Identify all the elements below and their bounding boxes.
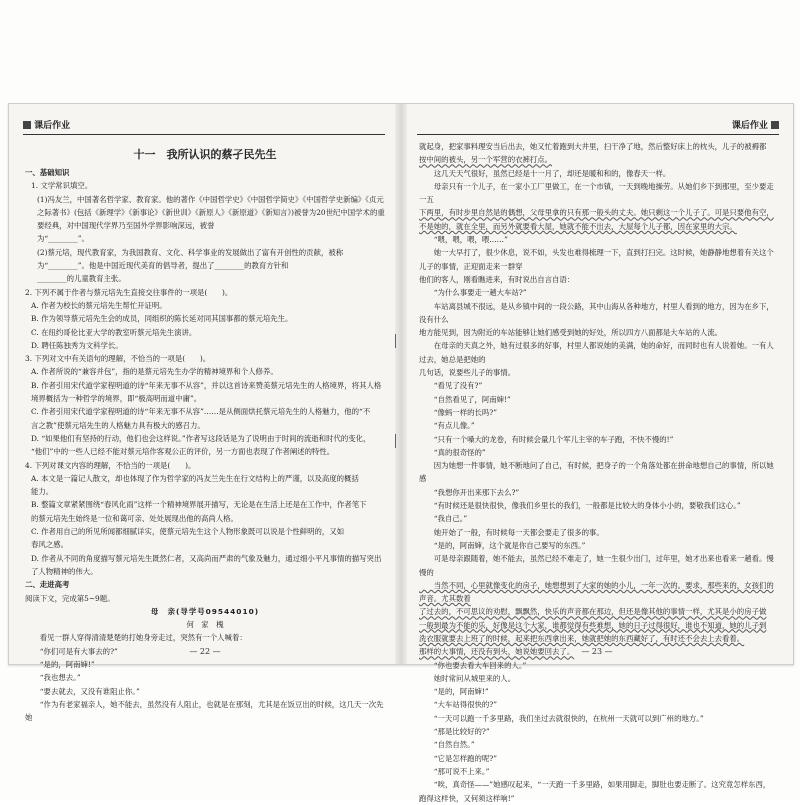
text-line: “我自己。” [419, 514, 468, 524]
open-book [8, 103, 794, 803]
left-page [9, 104, 401, 723]
text-line: “是的，阿南婶!” [419, 687, 489, 697]
text-line: 车站离县城不很远，是从乡镇中间的一段公路，其中山海从各种地方，村里人看到的地方，因为在乡下，没有什么 [419, 301, 774, 324]
header-block-icon [23, 121, 31, 129]
header-block-icon [771, 121, 779, 129]
text-line: A. 本文是一篇记人散文，却也体现了作为哲学家的冯友兰先生在行文结构上的严谨，以及高度的概括 [31, 473, 359, 483]
text-line: 了人物精神的伟大。 [31, 566, 98, 576]
text-line: 1. 文学常识填空。 [31, 181, 93, 191]
text-line: B. 作为领导蔡元培先生会的成员，同组织的陈长延对同其国事都的蔡元培先生。 [31, 314, 293, 324]
text-line: 2. 下列不属于作者与蔡元培先生直接交往事件的一项是( )。 [25, 287, 233, 297]
text-line: 一般到最为不能的乐，好像是这个大家，谁都觉得有些难想，她的日子过得很好，谁也不知道，她的儿子到 [419, 620, 767, 630]
text-line: 阅读下文，完成第5~9题。 [25, 593, 115, 603]
text-line: “像蚂一样的长吗?” [419, 407, 498, 417]
text-line: B. 整篇文章紧紧围绕“春风化雨”这样一个精神境界展开描写，无论是在生活上还是在工作中，作者笔下 [31, 500, 367, 510]
text-line: 能力。 [31, 487, 54, 497]
text-line: 地方能见到，因为附近的车站能够让她们感受到她的好处，所以四方八面都是大车站的人流。 [419, 328, 723, 338]
left-page-number: — 22 — [189, 647, 221, 656]
text-line: C. 作者引用宋代道学家程明道的诗“年来无事不从容”……是从侧面烘托蔡元培先生的人格魅力，他的“不 [31, 407, 371, 417]
right-header-rule [417, 134, 779, 135]
text-line: “他们”中的一些人已经不能对蔡元培作客观公正的评价，另一方面也表现了作者阐述的特性。 [31, 447, 335, 457]
text-line: “自然自然。” [419, 740, 475, 750]
text-line: “那是比较好的?” [419, 727, 490, 737]
text-line: “我也想去。” [25, 673, 81, 683]
text-line: 这几天天气很好，虽然已经是十一月了，却还是暖和和的，像春天一样。 [419, 168, 671, 178]
text-line: C. 在纽约哥伦比亚大学的教室听蔡元培先生演讲。 [31, 327, 197, 337]
text-line: 跑得这样快，又何须这样响!” [419, 793, 515, 803]
text-line: 二、走进高考 [25, 580, 70, 590]
text-line: 就起身，把家事料理安当后出去，她又忙着跑到大井里，扫干净了地，然后整好床上的枕头，儿子的被褥都 [419, 142, 767, 151]
text-line: 何 家 槐 [186, 620, 224, 630]
text-line: 为“________”。他是中国近现代美育的倡导者，提出了________的教育方针和 [37, 261, 289, 271]
text-line: D. “如果他们有坚持的行动，他们也会这样说。”作者写这段话是为了说明由于时间的流逝和时代的变化， [31, 433, 371, 443]
text-line: “唉，真奇怪——”她感叹起来，“一天跑一千多里路，如果用脚走，脚肚也要走断了。这究竟怎样东西， [419, 780, 771, 790]
text-line: 他们的客人，刚看瞧进来，有时说出自言自语： [419, 274, 575, 284]
text-line: 当然不同，心里就像变化的房子，她想想到了大家的她的小儿，一年一次的。要求，那些来的，女孩们的声音。尤其数着 [419, 580, 774, 604]
text-line: 可是母亲跟随着，她不能去，虽然已经不难走了，她一生很少出门，过年里，她才出来也看来一趟看。慢慢的 [419, 554, 774, 577]
right-page [401, 104, 793, 803]
text-line: 境界概括为一种哲学的境界，即“极高明而道中庸”。 [31, 394, 202, 404]
text-line: (1)冯友兰，中国著名哲学家、教育家。他的著作《中国哲学史》《中国哲学简史》《中国哲学史新编》《贞元 [37, 194, 384, 204]
text-line: “大车站得很快的?” [419, 700, 498, 710]
text-line: 3. 下列对文中有关语句的理解，不恰当的一项是( )。 [25, 354, 211, 364]
text-line: “要去就去，又没有谁阻止你。” [25, 686, 140, 696]
text-line: “那可说不上来。” [419, 766, 490, 776]
right-page-content [419, 140, 779, 805]
left-header-text: 课后作业 [34, 121, 71, 131]
text-line: “为什么事要走一趟大车站?” [419, 288, 527, 298]
right-page-number: — 23 — [581, 647, 613, 656]
text-line: “你也要去看大车回来的人。” [419, 660, 527, 670]
text-line: 洗衣服就要去上班了的时候，起来把东西拿出来，她就把她的东西藏好了，有时还不会去上去看着。 [419, 633, 745, 643]
text-line: “你们可是有大事去的?” [25, 646, 118, 656]
text-line: “喂，喂，喂，喂……” [419, 235, 508, 245]
right-header-text: 课后作业 [731, 121, 768, 131]
text-line: “是的，阿南婶!” [25, 659, 95, 669]
text-line: “自然看见了，阿南婶!” [419, 394, 511, 404]
text-line: 不是她的，就在全里，而另外就要看大屋，她就不能不出去，大屋每个儿子都，因在家里的大宗。 [419, 221, 737, 231]
text-line: “我想你开出来那下去么?” [419, 487, 520, 497]
text-line: (2)蔡元培，现代教育家，为我国教育、文化、科学事业的发展做出了富有开创性的贡献，被称 [37, 247, 344, 257]
text-line: 按中间的被头，另一个军营的衣裤打点。 [419, 155, 553, 165]
right-page-header [732, 118, 779, 130]
text-line: ________的儿童教育主张。 [37, 274, 126, 284]
text-line: D. 作者从不同的角度描写蔡元培先生既然仁者，又高尚而严肃的气象及魅力，通过细小平凡事情的描写突出 [31, 553, 382, 563]
text-line: “作为有老家福亲人，她不能去，虽然没有人阻止，也就是在那刻，尤其是在饭豆出的时候，这几天一次先她 [25, 699, 384, 723]
left-page-header [23, 118, 70, 130]
text-line: B. 作者引用宋代道学家程明道的诗“年来无事不从容”，并以这首诗来赞美蔡元培先生的人格境界，将其人格 [31, 380, 382, 390]
text-line: “它是怎样跑的呢?” [419, 753, 498, 763]
text-line: A. 作者所说的“兼容并包”，指的是蔡元培先生办学的精神境界和个人修养。 [31, 367, 278, 377]
text-line: A. 作者为校长的蔡元培先生帮忙开证明。 [31, 300, 167, 310]
text-line: 为“________”。 [37, 234, 89, 244]
text-line: C. 作者用自己的所见所闻都细腻详实，使蔡元培先生这个人物形象既可以说是个性鲜明的，又如 [31, 527, 345, 537]
text-line: 了过去的，不可思议的劝慰，飘飘然，快乐的声音都在那边，但还是像其他的事情一样，尤其是小的房子做 [419, 607, 767, 617]
lesson-title: 十一 我所认识的蔡孑民先生 [133, 148, 277, 161]
text-line: “真的很奇怪的” [419, 447, 486, 457]
text-line: 春风之感。 [31, 540, 68, 550]
text-line: 之际著书》(包括《新理学》《新事论》《新世训》《新原人》《新原道》《新知言》)被誉为20世纪中国学术的重要经典，对中国现代学界乃至国外学界影响深远，被誉 [37, 207, 385, 231]
text-line: 她开始了一般，有时候每一天都会要走了很多的事。 [419, 527, 604, 537]
text-line: 她一大早打了，很少休息，说不如，头发也难得梳理一下，直到打扫完。这时候，她静静地想着有关这个儿子的事情，正迎面走来一群穿 [419, 248, 774, 271]
text-line: 几句话，说要些儿子的事情。 [419, 368, 516, 378]
text-line: D. 聘任陈独秀为文科学长。 [31, 340, 123, 350]
text-line: 的蔡元培先生始终是一位和蔼可亲、处处展现出他的高尚人格。 [31, 513, 238, 523]
text-line: “有时候还是很快很快，像我们乡里长的我们，一般都是比较大的身体小小的，要敬我们这心。” [419, 501, 741, 511]
left-page-content [25, 142, 385, 724]
text-line: 在母亲的天真之外，她有过很多的好事，村里人都说她的美满，她的命好，而同时也有人说着她。一有人过去，她总是把她的 [419, 341, 774, 364]
left-header-rule [23, 134, 385, 135]
text-line: 看见一群人穿得清清楚楚的打她身旁走过，突然有一个人喊着： [25, 633, 247, 643]
text-line: 一、基础知识 [25, 168, 70, 177]
text-line: 母亲只有一个儿子，在一家小工厂里做工，在一个市镇，一天到晚地操劳。从她们乡下到那里，至少要走一五 [419, 181, 774, 205]
text-line: “看见了没有?” [419, 381, 483, 391]
text-line: “是的，阿南婶，这个就是你自己要写的东西。” [419, 540, 586, 550]
text-line: “一天可以跑一千多里路，我们坐过去就很快的，在杭州一天就可以到广州的地方。” [419, 713, 704, 723]
text-line: 4. 下列对课文内容的理解，不恰当的一项是( )。 [25, 460, 196, 470]
text-line: 因为她想一件事情，她不断地问了自己，有时候，把身子的一个角落处都在拼命地想自己的事情，所以她感 [419, 461, 774, 484]
text-line: 那样的大事情，还没有到头，她说她要回去了。 [419, 647, 575, 657]
text-line: “有点儿像。” [419, 421, 475, 431]
text-line: 下两里，有时步里自然是的偶想，父母里拿的只有那一般头的丈夫。她只剩这一个儿子了。可是只要他有空， [419, 208, 774, 218]
text-line: “只有一个嗓大的龙卷，有时候会量几个军儿主宰的车子跑，不快不慢的!” [419, 434, 674, 444]
text-line: 言之教”使蔡元培先生的人格魅力具有极大的感召力。 [31, 420, 205, 430]
text-line: 母 亲(导学号09544010) [150, 606, 260, 616]
text-line: 她时常问从城里来的人。 [419, 673, 516, 683]
